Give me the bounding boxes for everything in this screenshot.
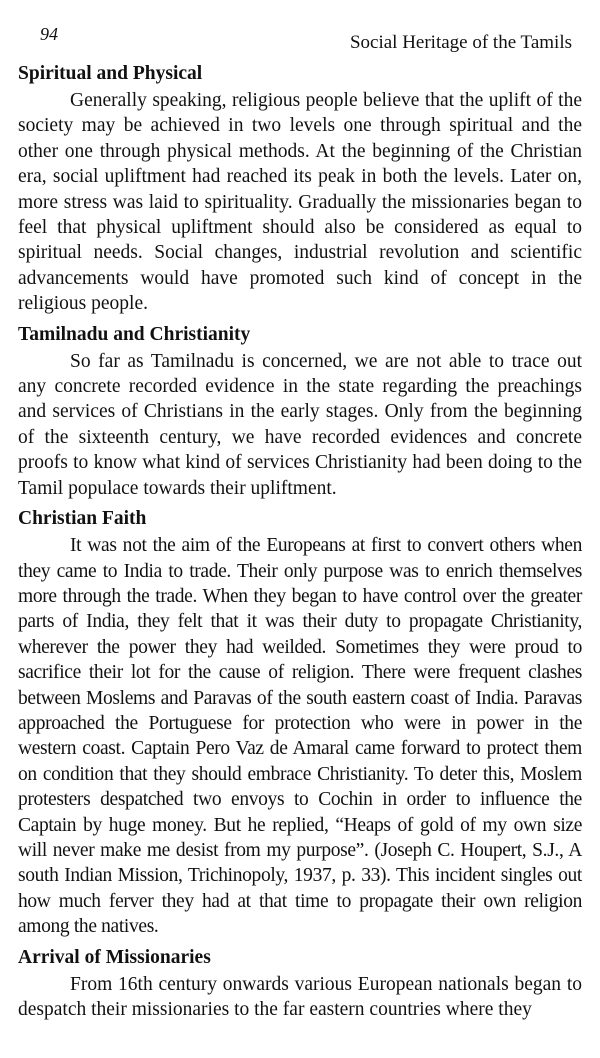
- section-arrival-of-missionaries: [18, 944, 582, 1023]
- section-paragraph: So far as Tamilnadu is concerned, we are not able to trace out any concrete recorded evidence in the state regarding the preachings and services of Christians in the early stages. Only from the beginning of the sixteenth century, we have recorded evidences and concrete proofs to know what kind of services Christianity had been doing to the Tamil populace towards their upliftment.: [18, 350, 582, 499]
- page-number: 94: [40, 24, 58, 44]
- running-header: [18, 0, 582, 60]
- section-heading: Spiritual and Physical: [18, 63, 203, 84]
- section-paragraph: From 16th century onwards various European nationals began to despatch their missionaries to the far eastern countries where they: [18, 973, 582, 1020]
- running-title: Social Heritage of the Tamils: [349, 32, 572, 53]
- section-heading: Arrival of Missionaries: [18, 946, 211, 968]
- section-spiritual-and-physical: [18, 60, 582, 317]
- section-tamilnadu-and-christianity: [18, 321, 582, 501]
- section-christian-faith: [18, 505, 582, 940]
- section-heading: Christian Faith: [18, 508, 147, 530]
- section-paragraph: Generally speaking, religious people believe that the uplift of the society may be achieved in two levels one through spiritual and the other one through physical methods. At the beginning of the Christian era, social upliftment had reached its peak in both the levels. Later on, more stress was laid to spirituality. Gradually the missionaries began to feel that physical upliftment should also be considered as equal to spiritual needs. Social changes, industrial revolution and scientific advancements would have promoted such kind of concept in the religious people.: [18, 90, 582, 315]
- section-paragraph: It was not the aim of the Europeans at first to convert others when they came to India to trade. Their only purpose was to enrich themselves more through the trade. When they began to have control over the greater parts of India, they felt that it was their duty to propagate Christianity, wherever the power they had weilded. Sometimes they were proud to sacrifice their lot for the cause of religion. There were frequent clashes between Moslems and Paravas of the south eastern coast of India. Paravas approached the Portuguese for protection who were in power in the western coast. Captain Pero Vaz de Amaral came forward to protect them on condition that they should embrace Christianity. To deter this, Moslem protesters despatched two envoys to Cochin in order to influence the Captain by huge money. But he replied, “Heaps of gold of my own size will never make me desist from my purpose”. (Joseph C. Houpert, S.J., A south Indian Mission, Trichinopoly, 1937, p. 33). This incident singles out how much ferver they had at that time to propagate their own religion among the natives.: [18, 535, 582, 938]
- section-heading: Tamilnadu and Christianity: [18, 323, 251, 345]
